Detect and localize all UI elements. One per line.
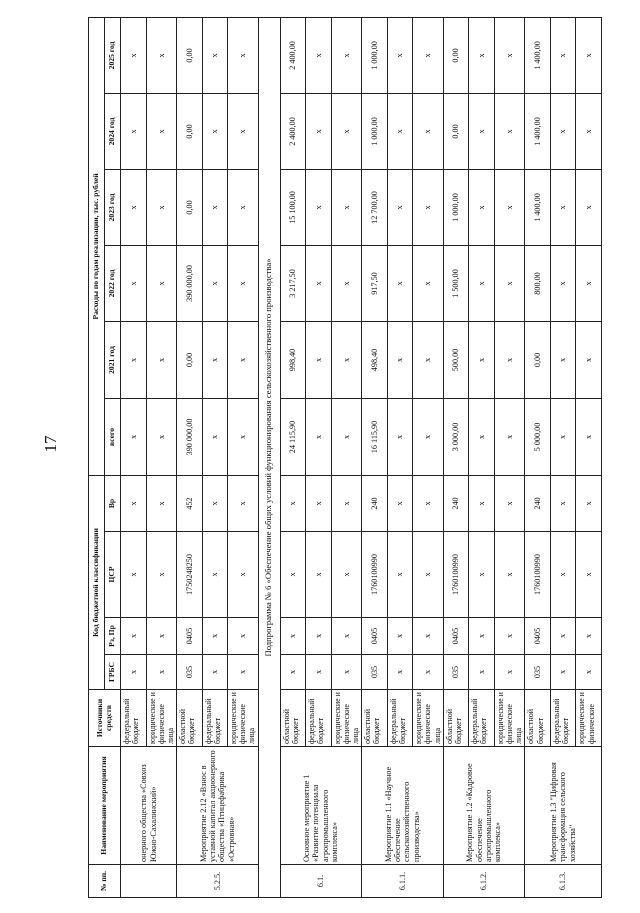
cell-csr: х [228,532,259,618]
header-grbs: ГРБС [105,655,121,690]
cell-y2023: х [413,169,444,245]
subprogram-title: Подпрограмма № 6 «Обеспечение общих условий функционирования сельскохозяйственного производства» [258,17,280,897]
table-body [121,17,602,897]
funding-source: федеральный бюджет [387,690,413,747]
header-source: Источники средств [89,690,121,747]
cell-y2023: 15 100,00 [280,169,306,245]
cell-y2025: х [469,17,495,93]
cell-rzpr: х [550,618,576,655]
cell-y2022: х [413,245,444,321]
cell-y2024: х [387,93,413,169]
header-2021: 2021 год [105,321,121,398]
cell-y2022: 800,00 [525,245,551,321]
cell-grbs: х [121,655,147,690]
cell-vr: х [306,475,332,531]
cell-y2025: 0,00 [177,17,203,93]
cell-y2024: 1 400,00 [525,93,551,169]
funding-source: областной бюджет [525,690,551,747]
cell-y2021: х [413,321,444,398]
cell-y2021: х [387,321,413,398]
cell-rzpr: 0405 [177,618,203,655]
funding-source: федеральный бюджет [202,690,228,747]
cell-csr: х [306,532,332,618]
cell-grbs: х [306,655,332,690]
cell-y2022: 390 000,00 [177,245,203,321]
cell-total: х [494,398,525,475]
cell-grbs: х [387,655,413,690]
cell-csr: х [576,532,602,618]
cell-total: х [146,398,177,475]
cell-y2025: х [146,17,177,93]
cell-csr: 1760100990 [362,532,388,618]
cell-y2024: х [550,93,576,169]
header-budget-group: Код бюджетной классификации [89,475,105,689]
funding-source: федеральный бюджет [469,690,495,747]
cell-total: х [228,398,259,475]
cell-y2022: х [121,245,147,321]
cell-csr: х [413,532,444,618]
item-number: 6.1. [280,865,362,898]
cell-rzpr: х [228,618,259,655]
cell-y2023: х [146,169,177,245]
table-row [362,17,388,897]
header-2022: 2022 год [105,245,121,321]
funding-source: юридические и физические [576,690,602,747]
cell-y2023: х [121,169,147,245]
cell-csr: х [280,532,306,618]
cell-y2021: х [331,321,362,398]
cell-y2024: х [146,93,177,169]
cell-vr: х [146,475,177,531]
cell-y2025: 1 000,00 [362,17,388,93]
cell-y2022: х [146,245,177,321]
cell-csr: х [202,532,228,618]
cell-csr: х [146,532,177,618]
funding-source: областной бюджет [280,690,306,747]
cell-y2022: х [202,245,228,321]
cell-y2025: 1 400,00 [525,17,551,93]
cell-vr: 240 [443,475,469,531]
table-row [280,17,306,897]
cell-total: 5 000,00 [525,398,551,475]
cell-y2021: х [146,321,177,398]
cell-rzpr: 0405 [525,618,551,655]
cell-y2025: х [121,17,147,93]
cell-y2022: х [550,245,576,321]
cell-y2022: 917,50 [362,245,388,321]
item-name: онерного общества «Совхоз Южно-Сахалинский» [121,747,177,865]
item-name: Мероприятие 2.12 «Взнос в уставной капитал акционерного общества «Птицефабрика «Островная» [177,747,259,865]
cell-y2025: х [413,17,444,93]
cell-grbs: 035 [177,655,203,690]
cell-rzpr: х [306,618,332,655]
cell-y2023: х [494,169,525,245]
cell-grbs: х [228,655,259,690]
item-number: 6.1.2. [443,865,525,898]
page-number: 17 [41,435,60,453]
cell-y2024: 0,00 [443,93,469,169]
cell-y2023: 0,00 [177,169,203,245]
cell-y2021: х [121,321,147,398]
funding-source: федеральный бюджет [121,690,147,747]
cell-y2025: 0,00 [443,17,469,93]
cell-y2024: 1 000,00 [362,93,388,169]
item-name: Мероприятие 1.1 «Научное обеспечение сельскохозяйственного производства» [362,747,444,865]
cell-rzpr: х [576,618,602,655]
cell-total: х [469,398,495,475]
cell-y2023: х [331,169,362,245]
cell-csr: х [550,532,576,618]
cell-csr: х [331,532,362,618]
cell-y2021: х [576,321,602,398]
item-name: Основное мероприятие 1 «Развитие потенциала агропромышленного комплекса» [280,747,362,865]
cell-y2025: х [387,17,413,93]
table-header [89,17,121,897]
funding-source: областной бюджет [177,690,203,747]
cell-y2022: х [228,245,259,321]
cell-vr: х [550,475,576,531]
cell-y2022: 1 500,00 [443,245,469,321]
cell-y2025: 2 400,00 [280,17,306,93]
cell-y2021: 0,00 [177,321,203,398]
header-2024: 2024 год [105,93,121,169]
cell-y2024: 0,00 [177,93,203,169]
cell-y2021: 0,00 [525,321,551,398]
header-no: № пп. [89,865,121,898]
cell-grbs: х [413,655,444,690]
cell-total: х [413,398,444,475]
cell-y2025: х [576,17,602,93]
subprogram-row [258,17,280,897]
cell-y2021: х [550,321,576,398]
funding-source: юридические и физические лица [146,690,177,747]
cell-grbs: х [550,655,576,690]
cell-total: 390 000,00 [177,398,203,475]
cell-y2024: х [413,93,444,169]
cell-y2021: х [494,321,525,398]
funding-source: юридические и физические лица [228,690,259,747]
cell-y2024: х [469,93,495,169]
budget-table [88,17,602,898]
cell-csr: х [494,532,525,618]
cell-y2023: 1 000,00 [443,169,469,245]
cell-total: х [331,398,362,475]
funding-source: юридические и физические лица [494,690,525,747]
cell-y2024: х [576,93,602,169]
cell-y2022: х [387,245,413,321]
table-row [525,17,551,897]
cell-grbs: х [202,655,228,690]
cell-y2022: х [576,245,602,321]
cell-y2023: 1 400,00 [525,169,551,245]
cell-y2022: 3 217,50 [280,245,306,321]
cell-vr: х [413,475,444,531]
cell-y2022: х [331,245,362,321]
cell-grbs: 035 [362,655,388,690]
cell-y2023: х [306,169,332,245]
header-years-group: Расходы по годам реализации, тыс. рублей [89,17,105,475]
item-number: 5.2.5. [177,865,259,898]
item-number: 6.1.1. [362,865,444,898]
cell-vr: 452 [177,475,203,531]
cell-y2021: х [202,321,228,398]
cell-total: х [306,398,332,475]
cell-total: 16 115,90 [362,398,388,475]
cell-y2021: 500,00 [443,321,469,398]
cell-y2024: х [331,93,362,169]
header-rzpr: Рз, Пр [105,618,121,655]
cell-total: х [550,398,576,475]
table-row [121,17,147,897]
rotated-table-container [88,18,594,898]
funding-source: федеральный бюджет [306,690,332,747]
cell-rzpr: х [121,618,147,655]
cell-csr: х [121,532,147,618]
cell-y2025: х [331,17,362,93]
cell-y2025: х [306,17,332,93]
item-name: Мероприятие 1.2 «Кадровое обеспечение агропромышленного комплекса» [443,747,525,865]
cell-y2023: х [202,169,228,245]
funding-source: юридические и физические лица [413,690,444,747]
cell-vr: х [228,475,259,531]
header-2025: 2025 год [105,17,121,93]
cell-y2025: х [202,17,228,93]
item-name: Мероприятие 1.3 "Цифровая трансформация сельского хозяйства" [525,747,602,865]
cell-y2024: х [228,93,259,169]
cell-y2025: х [494,17,525,93]
cell-y2024: х [306,93,332,169]
funding-source: федеральный бюджет [550,690,576,747]
cell-rzpr: х [331,618,362,655]
header-name: Наименование мероприятия [89,747,121,865]
cell-grbs: 035 [443,655,469,690]
cell-csr: 1760100990 [443,532,469,618]
cell-csr: х [469,532,495,618]
item-number [121,865,177,898]
cell-y2024: 2 400,00 [280,93,306,169]
cell-y2024: х [121,93,147,169]
cell-rzpr: х [146,618,177,655]
cell-y2023: х [387,169,413,245]
cell-vr: 240 [525,475,551,531]
cell-y2023: х [576,169,602,245]
cell-rzpr: 0405 [443,618,469,655]
cell-csr: х [387,532,413,618]
cell-y2023: х [228,169,259,245]
item-number: 6.1.3. [525,865,602,898]
cell-rzpr: х [202,618,228,655]
cell-vr: х [576,475,602,531]
cell-grbs: х [280,655,306,690]
cell-y2021: х [228,321,259,398]
cell-rzpr: х [280,618,306,655]
cell-grbs: х [469,655,495,690]
cell-y2023: х [469,169,495,245]
cell-y2021: 998,40 [280,321,306,398]
cell-y2025: х [550,17,576,93]
cell-y2022: х [469,245,495,321]
cell-total: х [121,398,147,475]
cell-vr: 240 [362,475,388,531]
cell-total: 24 115,90 [280,398,306,475]
funding-source: областной бюджет [443,690,469,747]
cell-csr: 1760100990 [525,532,551,618]
cell-y2023: х [550,169,576,245]
cell-y2024: х [494,93,525,169]
cell-vr: х [331,475,362,531]
cell-grbs: х [146,655,177,690]
table-row [443,17,469,897]
cell-vr: х [280,475,306,531]
cell-rzpr: х [494,618,525,655]
cell-total: х [576,398,602,475]
cell-y2023: 12 700,00 [362,169,388,245]
cell-vr: х [202,475,228,531]
header-csr: ЦСР [105,532,121,618]
cell-total: 3 000,00 [443,398,469,475]
cell-grbs: х [494,655,525,690]
cell-grbs: х [331,655,362,690]
header-vr: Вр [105,475,121,531]
cell-total: х [387,398,413,475]
cell-vr: х [387,475,413,531]
cell-y2021: х [469,321,495,398]
cell-rzpr: х [469,618,495,655]
cell-y2022: х [306,245,332,321]
cell-y2022: х [494,245,525,321]
cell-y2021: х [306,321,332,398]
header-2023: 2023 год [105,169,121,245]
cell-vr: х [494,475,525,531]
cell-rzpr: х [413,618,444,655]
cell-y2025: х [228,17,259,93]
cell-grbs: х [576,655,602,690]
cell-grbs: 035 [525,655,551,690]
cell-y2021: 498,40 [362,321,388,398]
cell-total: х [202,398,228,475]
cell-rzpr: х [387,618,413,655]
cell-vr: х [121,475,147,531]
cell-csr: 1750248250 [177,532,203,618]
header-total: всего [105,398,121,475]
funding-source: юридические и физические лица [331,690,362,747]
cell-y2024: х [202,93,228,169]
cell-vr: х [469,475,495,531]
cell-rzpr: 0405 [362,618,388,655]
funding-source: областной бюджет [362,690,388,747]
table-row [177,17,203,897]
